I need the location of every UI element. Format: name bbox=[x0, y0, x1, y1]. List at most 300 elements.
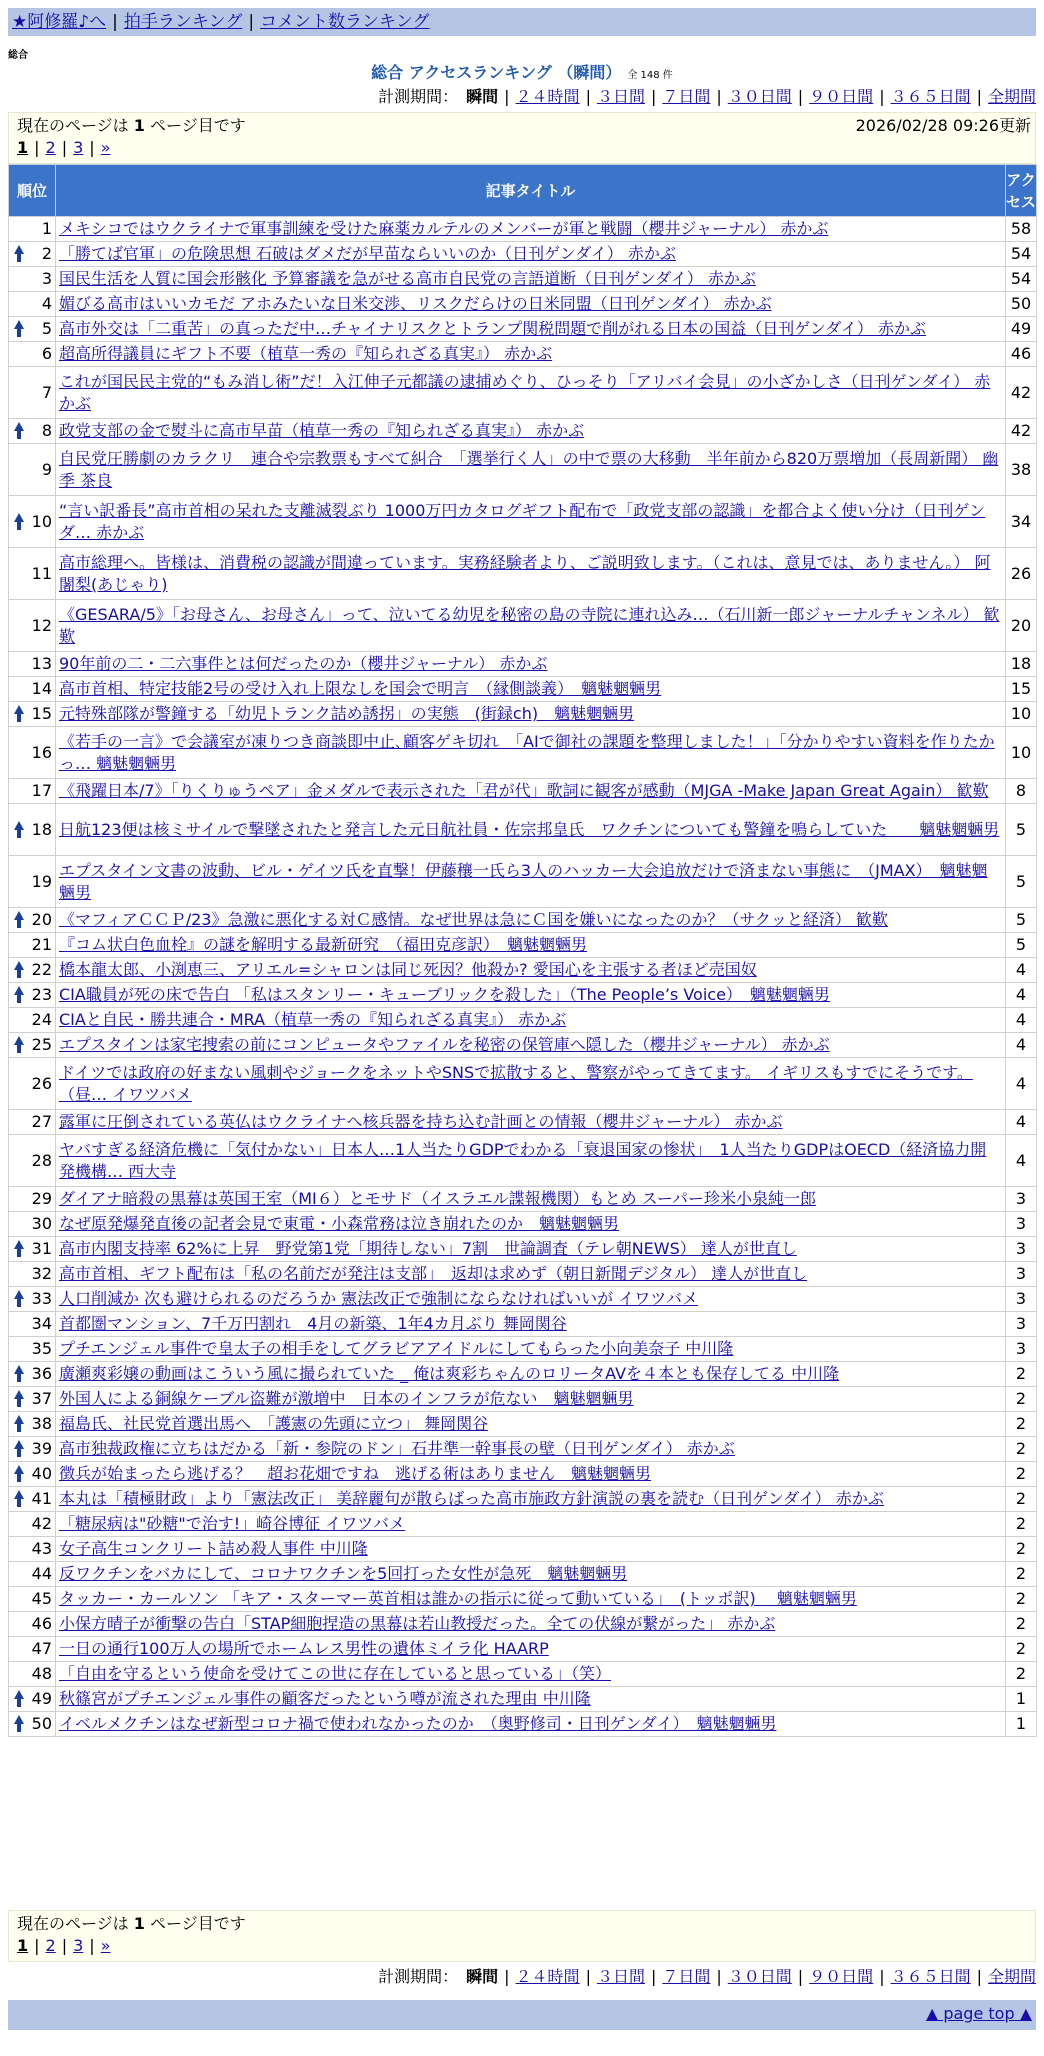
rank-cell bbox=[9, 1387, 56, 1412]
article-title-link[interactable]: 人口削減か 次も避けられるのだろうか 憲法改正で強制にならなければいいが イワツバメ bbox=[59, 1289, 698, 1308]
rank-cell bbox=[9, 496, 56, 548]
table-row bbox=[9, 1262, 1037, 1287]
rank-cell bbox=[9, 419, 56, 444]
article-title-link[interactable]: エプスタインは家宅捜索の前にコンピュータやファイルを秘密の保管庫へ隠した（櫻井ジャーナル） 赤かぶ bbox=[59, 1035, 830, 1054]
rank-number: 15 bbox=[31, 704, 52, 723]
title-cell bbox=[56, 1587, 1006, 1612]
access-count: 3 bbox=[1006, 1237, 1037, 1262]
arrow-up-icon bbox=[14, 1365, 24, 1383]
title-cell bbox=[56, 1437, 1006, 1462]
period-separator: | bbox=[716, 87, 722, 106]
title-cell bbox=[56, 1237, 1006, 1262]
title-cell bbox=[56, 242, 1006, 267]
period-separator: | bbox=[716, 1967, 722, 1986]
arrow-up-icon bbox=[14, 986, 24, 1004]
total-count: 全 148 件 bbox=[627, 70, 673, 81]
rank-cell bbox=[9, 267, 56, 292]
access-count: 3 bbox=[1006, 1187, 1037, 1212]
access-count: 1 bbox=[1006, 1712, 1037, 1737]
title-cell bbox=[56, 1337, 1006, 1362]
article-title-link[interactable]: 自民党圧勝劇のカラクリ 連合や宗教票もすべて糾合 「選挙行く人」の中で票の大移動 半年前から820万票増加（長周新聞） 幽季 茶良 bbox=[59, 448, 999, 490]
title-cell bbox=[56, 444, 1006, 496]
rank-cell bbox=[9, 958, 56, 983]
article-title-link[interactable]: 高市首相、特定技能2号の受け入れ上限なしを国会で明言 （縁側談義） 魑魅魍魎男 bbox=[59, 679, 662, 698]
title-header: 記事タイトル bbox=[56, 165, 1006, 217]
rank-cell bbox=[9, 1212, 56, 1237]
access-count: 3 bbox=[1006, 1262, 1037, 1287]
article-title-link[interactable]: 媚びる高市はいいカモだ アホみたいな日米交渉、リスクだらけの日米同盟（日刊ゲンダイ） 赤かぶ bbox=[59, 294, 772, 313]
rank-cell bbox=[9, 1712, 56, 1737]
rank-number: 9 bbox=[41, 459, 52, 479]
rank-cell bbox=[9, 1412, 56, 1437]
arrow-up-icon bbox=[14, 1465, 24, 1483]
table-header-row bbox=[9, 165, 1037, 217]
updated-timestamp: 2026/02/28 09:26更新 bbox=[855, 116, 1031, 135]
nav-link-comment-ranking[interactable]: コメント数ランキング bbox=[260, 12, 430, 32]
period-option-link[interactable]: ３０日間 bbox=[727, 1967, 792, 1986]
table-row bbox=[9, 652, 1037, 677]
title-cell bbox=[56, 1362, 1006, 1387]
access-count: 4 bbox=[1006, 1033, 1037, 1058]
article-title-link[interactable]: 『コム状白色血栓』の謎を解明する最新研究 （福田克彦訳） 魑魅魍魎男 bbox=[59, 935, 588, 954]
rank-number: 1 bbox=[41, 219, 52, 238]
article-title-link[interactable]: 《飛躍日本/7》「りくりゅうペア」金メダルで表示された「君が代」歌詞に観客が感動（MJGA -Make Japan Great Again） 歓歎 bbox=[59, 781, 989, 800]
access-count: 20 bbox=[1006, 600, 1037, 652]
title-cell bbox=[56, 908, 1006, 933]
article-title-link[interactable]: 福島氏、社民党首選出馬へ 「護憲の先頭に立つ」 舞岡関谷 bbox=[59, 1414, 489, 1433]
access-count: 34 bbox=[1006, 496, 1037, 548]
rank-cell bbox=[9, 983, 56, 1008]
pagination-separator: | bbox=[34, 1936, 40, 1955]
arrow-up-icon bbox=[14, 320, 24, 338]
arrow-up-icon bbox=[14, 245, 24, 263]
rank-number: 33 bbox=[31, 1289, 52, 1308]
rank-cell bbox=[9, 217, 56, 242]
rank-cell bbox=[9, 1008, 56, 1033]
rank-number: 49 bbox=[31, 1689, 52, 1708]
table-row bbox=[9, 933, 1037, 958]
rank-number: 21 bbox=[31, 935, 52, 954]
period-separator: | bbox=[879, 87, 885, 106]
article-title-link[interactable]: 高市首相、ギフト配布は「私の名前だが発注は支部」 返却は求めず（朝日新聞デジタル） 達人が世直し bbox=[59, 1264, 808, 1283]
table-row bbox=[9, 1362, 1037, 1387]
period-option-link[interactable]: ３６５日間 bbox=[890, 1967, 971, 1986]
article-title-link[interactable]: ダイアナ暗殺の黒幕は英国王室（MI６）とモサド（イスラエル諜報機関）もとめ スーパー珍米小泉純一郎 bbox=[59, 1189, 817, 1208]
title-cell bbox=[56, 804, 1006, 856]
arrow-up-icon bbox=[14, 1036, 24, 1054]
period-option-link[interactable]: ７日間 bbox=[662, 87, 711, 106]
rank-cell bbox=[9, 342, 56, 367]
period-option-link[interactable]: ２４時間 bbox=[515, 87, 580, 106]
table-row bbox=[9, 1612, 1037, 1637]
rank-number: 41 bbox=[31, 1489, 52, 1508]
article-title-link[interactable]: 《若手の一言》で会議室が凍りつき商談即中止､顧客ゲキ切れ 「AIで御社の課題を整理しました！」「分かりやすい資料を作りたかっ… 魑魅魍魎男 bbox=[59, 731, 995, 773]
table-row bbox=[9, 1033, 1037, 1058]
rank-number: 35 bbox=[31, 1339, 52, 1358]
nav-link-clap-ranking[interactable]: 拍手ランキング bbox=[123, 12, 243, 32]
rank-cell bbox=[9, 1487, 56, 1512]
title-cell bbox=[56, 1637, 1006, 1662]
article-title-link[interactable]: 《GESARA/5》「お母さん、お母さん」って、泣いてる幼児を秘密の島の寺院に連れ込み…（石川新一郎ジャーナルチャンネル） 歓歎 bbox=[59, 604, 1000, 646]
pagination-separator: | bbox=[89, 138, 95, 157]
article-title-link[interactable]: 廣瀬爽彩嬢の動画はこういう風に撮られていた _ 俺は爽彩ちゃんのロリータAVを４本とも保存してる 中川隆 bbox=[59, 1364, 840, 1383]
title-cell bbox=[56, 1110, 1006, 1135]
access-count: 8 bbox=[1006, 779, 1037, 804]
rank-number: 20 bbox=[31, 910, 52, 929]
arrow-up-icon bbox=[14, 1690, 24, 1708]
title-cell bbox=[56, 342, 1006, 367]
period-label: 計測期間： bbox=[378, 87, 459, 106]
nav-separator: | bbox=[248, 12, 255, 32]
pagination-current: 1 bbox=[17, 138, 29, 157]
period-option-link[interactable]: ３６５日間 bbox=[890, 87, 971, 106]
access-count: 5 bbox=[1006, 804, 1037, 856]
article-title-link[interactable]: 高市内閣支持率 62%に上昇 野党第1党「期待しない」7割 世論調査（テレ朝NEWS） 達人が世直し bbox=[59, 1239, 797, 1258]
rank-cell bbox=[9, 727, 56, 779]
table-row bbox=[9, 702, 1037, 727]
category-label: 総合 bbox=[8, 50, 28, 61]
rank-cell bbox=[9, 908, 56, 933]
rank-cell bbox=[9, 1337, 56, 1362]
rank-number: 50 bbox=[31, 1714, 52, 1733]
rank-number: 24 bbox=[31, 1010, 52, 1029]
rank-number: 37 bbox=[31, 1389, 52, 1408]
table-row bbox=[9, 548, 1037, 600]
access-count: 2 bbox=[1006, 1462, 1037, 1487]
article-title-link[interactable]: ヤバすぎる経済危機に「気付かない」日本人…1人当たりGDPでわかる「衰退国家の惨状」 1人当たりGDPはOECD（経済協力開発機構… 西大寺 bbox=[59, 1139, 987, 1181]
access-count: 1 bbox=[1006, 1687, 1037, 1712]
article-title-link[interactable]: イベルメクチンはなぜ新型コロナ禍で使われなかったのか （奥野修司・日刊ゲンダイ） 魑魅魍魎男 bbox=[59, 1714, 777, 1733]
rank-number: 14 bbox=[31, 679, 52, 698]
access-count: 49 bbox=[1006, 317, 1037, 342]
article-title-link[interactable]: 高市外交は「二重苦」の真っただ中…チャイナリスクとトランプ関税問題で削がれる日本の国益（日刊ゲンダイ） 赤かぶ bbox=[59, 319, 927, 338]
period-option-link[interactable]: ９０日間 bbox=[809, 87, 874, 106]
table-row bbox=[9, 1637, 1037, 1662]
arrow-up-icon bbox=[14, 1440, 24, 1458]
article-title-link[interactable]: 徴兵が始まったら逃げる？ 超お花畑ですね 逃げる術はありません 魑魅魍魎男 bbox=[59, 1464, 652, 1483]
table-row bbox=[9, 804, 1037, 856]
period-separator: | bbox=[976, 1967, 982, 1986]
article-title-link[interactable]: プチエンジェル事件で皇太子の相手をしてグラビアアイドルにしてもらった小向美奈子 中川隆 bbox=[59, 1339, 734, 1358]
rank-number: 28 bbox=[31, 1150, 52, 1170]
period-label: 計測期間： bbox=[378, 1967, 459, 1986]
rank-number: 40 bbox=[31, 1464, 52, 1483]
rank-cell bbox=[9, 1187, 56, 1212]
pagination bbox=[17, 1935, 1027, 1957]
article-title-link[interactable]: CIAと自民・勝共連合・MRA（植草一秀の『知られざる真実』） 赤かぶ bbox=[59, 1010, 567, 1029]
access-count: 2 bbox=[1006, 1512, 1037, 1537]
rank-number: 2 bbox=[41, 244, 52, 263]
period-separator: | bbox=[585, 87, 591, 106]
pagination-next-link[interactable]: » bbox=[100, 138, 111, 157]
article-title-link[interactable]: 本丸は「積極財政」より「憲法改正」 美辞麗句が散らばった高市施政方針演説の裏を読む（日刊ゲンダイ） 赤かぶ bbox=[59, 1489, 884, 1508]
article-title-link[interactable]: 外国人による銅線ケーブル盗難が激増中 日本のインフラが危ない 魑魅魍魎男 bbox=[59, 1389, 634, 1408]
table-row bbox=[9, 217, 1037, 242]
rank-number: 30 bbox=[31, 1214, 52, 1233]
rank-cell bbox=[9, 1362, 56, 1387]
rank-number: 27 bbox=[31, 1112, 52, 1131]
rank-cell bbox=[9, 1662, 56, 1687]
title-cell bbox=[56, 652, 1006, 677]
article-title-link[interactable]: 超高所得議員にギフト不要（植草一秀の『知られざる真実』） 赤かぶ bbox=[59, 344, 553, 363]
title-cell bbox=[56, 779, 1006, 804]
ranking-title: 総合 アクセスランキング （瞬間） bbox=[371, 63, 622, 82]
access-count: 2 bbox=[1006, 1487, 1037, 1512]
pagination-separator: | bbox=[89, 1936, 95, 1955]
title-cell bbox=[56, 1712, 1006, 1737]
article-title-link[interactable]: 高市独裁政権に立ちはだかる「新・参院のドン」石井準一幹事長の壁（日刊ゲンダイ） 赤かぶ bbox=[59, 1439, 735, 1458]
table-row bbox=[9, 496, 1037, 548]
rank-number: 43 bbox=[31, 1539, 52, 1558]
rank-cell bbox=[9, 1237, 56, 1262]
article-title-link[interactable]: 「自由を守るという使命を受けてこの世に存在していると思っている」（笑） bbox=[59, 1664, 612, 1683]
period-option-link[interactable]: ３日間 bbox=[596, 1967, 645, 1986]
table-row bbox=[9, 367, 1037, 419]
table-row bbox=[9, 727, 1037, 779]
top-nav-bar bbox=[8, 8, 1036, 36]
rank-number: 42 bbox=[31, 1514, 52, 1533]
rank-cell bbox=[9, 317, 56, 342]
article-title-link[interactable]: タッカー・カールソン 「キア・スターマー英首相は誰かの指示に従って動いている」 (トッポ訳) 魑魅魍魎男 bbox=[59, 1589, 857, 1608]
access-count: 3 bbox=[1006, 1337, 1037, 1362]
rank-number: 46 bbox=[31, 1614, 52, 1633]
rank-number: 11 bbox=[31, 563, 52, 583]
table-row bbox=[9, 1437, 1037, 1462]
period-separator: | bbox=[797, 1967, 804, 1986]
title-cell bbox=[56, 1312, 1006, 1337]
title-cell bbox=[56, 1387, 1006, 1412]
access-count: 4 bbox=[1006, 983, 1037, 1008]
rank-number: 32 bbox=[31, 1264, 52, 1283]
article-title-link[interactable]: 一日の通行100万人の場所でホームレス男性の遺体ミイラ化 HAARP bbox=[59, 1639, 549, 1658]
rank-cell bbox=[9, 856, 56, 908]
article-title-link[interactable]: 日航123便は核ミサイルで撃墜されたと発言した元日航社員・佐宗邦皇氏 ワクチンについても警鐘を鳴らしていた 魑魅魍魎男 bbox=[59, 819, 1000, 839]
rank-number: 29 bbox=[31, 1189, 52, 1208]
period-selector-top bbox=[378, 86, 1036, 108]
access-count: 4 bbox=[1006, 1110, 1037, 1135]
access-count: 5 bbox=[1006, 908, 1037, 933]
article-title-link[interactable]: 高市総理へ。皆様は、消費税の認識が間違っています。実務経験者より、ご説明致します。（これは、意見では、ありません。） 阿闍梨(あじゃり) bbox=[59, 552, 991, 594]
article-title-link[interactable]: 国民生活を人質に国会形骸化 予算審議を急がせる高市自民党の言語道断（日刊ゲンダイ） 赤かぶ bbox=[59, 269, 756, 288]
nav-separator: | bbox=[112, 12, 118, 32]
article-title-link[interactable]: 秋篠宮がプチエンジェル事件の顧客だったという噂が流された理由 中川隆 bbox=[59, 1689, 591, 1708]
table-row bbox=[9, 958, 1037, 983]
article-title-link[interactable]: ドイツでは政府の好まない風刺やジョークをネットやSNSで拡散すると、警察がやってきてます。 イギリスもすでにそうです。（昼… イワツバメ bbox=[59, 1062, 973, 1104]
rank-cell bbox=[9, 1437, 56, 1462]
access-count: 42 bbox=[1006, 367, 1037, 419]
table-row bbox=[9, 267, 1037, 292]
title-cell bbox=[56, 1562, 1006, 1587]
title-cell bbox=[56, 292, 1006, 317]
arrow-up-icon bbox=[14, 1390, 24, 1408]
arrow-up-icon bbox=[14, 911, 24, 929]
rank-number: 4 bbox=[41, 294, 52, 313]
table-row bbox=[9, 1237, 1037, 1262]
period-option-link[interactable]: 全期間 bbox=[987, 1967, 1036, 1986]
arrow-up-icon bbox=[14, 705, 24, 723]
table-row bbox=[9, 1312, 1037, 1337]
title-cell bbox=[56, 419, 1006, 444]
period-separator: | bbox=[504, 87, 510, 106]
access-count: 2 bbox=[1006, 1537, 1037, 1562]
current-page-prefix: 現在のページは bbox=[17, 1914, 129, 1933]
article-title-link[interactable]: “言い訳番長”高市首相の呆れた支離滅裂ぶり 1000万円カタログギフト配布で「政党支部の認識」を都合よく使い分け（日刊ゲンダ… 赤かぶ bbox=[59, 500, 986, 542]
table-row bbox=[9, 1587, 1037, 1612]
table-row bbox=[9, 1337, 1037, 1362]
rank-cell bbox=[9, 548, 56, 600]
rank-number: 6 bbox=[41, 344, 52, 363]
title-cell bbox=[56, 1033, 1006, 1058]
rank-cell bbox=[9, 1637, 56, 1662]
article-title-link[interactable]: 反ワクチンをバカにして、コロナワクチンを5回打った女性が急死 魑魅魍魎男 bbox=[59, 1564, 628, 1583]
title-cell bbox=[56, 1412, 1006, 1437]
title-cell bbox=[56, 1135, 1006, 1187]
arrow-up-icon bbox=[14, 1415, 24, 1433]
current-page-text bbox=[17, 1914, 246, 1933]
rank-cell bbox=[9, 1562, 56, 1587]
current-page-number: 1 bbox=[133, 1914, 145, 1933]
article-title-link[interactable]: これが国民民主党的“もみ消し術”だ！入江伸子元都議の逮捕めぐり、ひっそり「アリバイ会見」の小ざかしさ（日刊ゲンダイ） 赤かぶ bbox=[59, 371, 991, 413]
access-count: 2 bbox=[1006, 1412, 1037, 1437]
access-count: 18 bbox=[1006, 652, 1037, 677]
period-separator: | bbox=[797, 87, 804, 106]
current-page-text bbox=[17, 116, 246, 135]
pagination-link[interactable]: 3 bbox=[73, 138, 84, 157]
title-cell bbox=[56, 1662, 1006, 1687]
period-option-link[interactable]: ３日間 bbox=[596, 87, 645, 106]
table-row bbox=[9, 1412, 1037, 1437]
table-row bbox=[9, 677, 1037, 702]
article-title-link[interactable]: 小保方晴子が衝撃の告白「STAP細胞捏造の黒幕は若山教授だった。全ての伏線が繋がった」 赤かぶ bbox=[59, 1614, 776, 1633]
access-count: 10 bbox=[1006, 702, 1037, 727]
article-title-link[interactable]: 首都圏マンション、7千万円割れ 4月の新築、1年4カ月ぶり 舞岡関谷 bbox=[59, 1314, 567, 1333]
rank-cell bbox=[9, 1587, 56, 1612]
table-row bbox=[9, 1212, 1037, 1237]
pagination bbox=[17, 137, 1027, 159]
table-row bbox=[9, 1135, 1037, 1187]
rank-number: 16 bbox=[31, 742, 52, 762]
period-separator: | bbox=[504, 1967, 510, 1986]
title-cell bbox=[56, 1008, 1006, 1033]
article-title-link[interactable]: メキシコではウクライナで軍事訓練を受けた麻薬カルテルのメンバーが軍と戦闘（櫻井ジャーナル） 赤かぶ bbox=[59, 219, 829, 238]
pagination-link[interactable]: 2 bbox=[45, 138, 56, 157]
article-title-link[interactable]: 90年前の二・二六事件とは何だったのか（櫻井ジャーナル） 赤かぶ bbox=[59, 654, 548, 673]
article-title-link[interactable]: 「勝てば官軍」の危険思想 石破はダメだが早苗ならいいのか（日刊ゲンダイ） 赤かぶ bbox=[59, 244, 676, 263]
article-title-link[interactable]: 「糖尿病は"砂糖"で治す!」崎谷博征 イワツバメ bbox=[59, 1514, 405, 1533]
table-row bbox=[9, 1187, 1037, 1212]
period-selector-bottom bbox=[378, 1966, 1036, 1988]
period-separator: | bbox=[879, 1967, 885, 1986]
rank-cell bbox=[9, 1512, 56, 1537]
title-cell bbox=[56, 217, 1006, 242]
rank-number: 23 bbox=[31, 985, 52, 1004]
period-option-link[interactable]: ７日間 bbox=[662, 1967, 711, 1986]
access-count: 2 bbox=[1006, 1662, 1037, 1687]
title-cell bbox=[56, 1487, 1006, 1512]
access-count: 2 bbox=[1006, 1612, 1037, 1637]
page-top-link[interactable]: ▲ page top ▲ bbox=[925, 2004, 1032, 2023]
title-cell bbox=[56, 1287, 1006, 1312]
rank-number: 45 bbox=[31, 1589, 52, 1608]
rank-cell bbox=[9, 652, 56, 677]
title-cell bbox=[56, 727, 1006, 779]
rank-cell bbox=[9, 702, 56, 727]
article-title-link[interactable]: 《マフィアＣＣＰ/23》急激に悪化する対Ｃ感情。なぜ世界は急にＣ国を嫌いになったのか？（サクッと経済） 歓歎 bbox=[59, 910, 888, 929]
rank-number: 19 bbox=[31, 871, 52, 891]
arrow-up-icon bbox=[14, 422, 24, 440]
rank-cell bbox=[9, 779, 56, 804]
title-cell bbox=[56, 1212, 1006, 1237]
ranking-table-body bbox=[9, 217, 1037, 1737]
pagination-link[interactable]: 2 bbox=[45, 1936, 56, 1955]
period-separator: | bbox=[650, 1967, 657, 1986]
nav-link-asyura-home[interactable]: ★阿修羅♪へ bbox=[12, 12, 107, 32]
period-option-link[interactable]: ９０日間 bbox=[809, 1967, 874, 1986]
article-title-link[interactable]: 橋本龍太郎、小渕恵三、アリエル=シャロンは同じ死因？他殺か? 愛国心を主張する者ほど売国奴 bbox=[59, 960, 757, 979]
pagination-next-link[interactable]: » bbox=[100, 1936, 111, 1955]
rank-cell bbox=[9, 1287, 56, 1312]
rank-number: 44 bbox=[31, 1564, 52, 1583]
access-count: 15 bbox=[1006, 677, 1037, 702]
article-title-link[interactable]: エプスタイン文書の波動、ビル・ゲイツ氏を直撃！伊藤穰一氏ら3人のハッカー大会追放だけで済まない事態に （JMAX） 魑魅魍魎男 bbox=[59, 860, 988, 902]
ranking-table bbox=[8, 164, 1037, 1737]
rank-number: 17 bbox=[31, 781, 52, 800]
access-count: 3 bbox=[1006, 1312, 1037, 1337]
article-title-link[interactable]: 露軍に圧倒されている英仏はウクライナへ核兵器を持ち込む計画との情報（櫻井ジャーナル） 赤かぶ bbox=[59, 1112, 783, 1131]
period-option-link[interactable]: ３０日間 bbox=[727, 87, 792, 106]
article-title-link[interactable]: 女子高生コンクリート詰め殺人事件 中川隆 bbox=[59, 1539, 368, 1558]
article-title-link[interactable]: CIA職員が死の床で告白 「私はスタンリー・キューブリックを殺した」（The People’s Voice） 魑魅魍魎男 bbox=[59, 985, 830, 1004]
period-option-link[interactable]: ２４時間 bbox=[515, 1967, 580, 1986]
title-cell bbox=[56, 1687, 1006, 1712]
title-cell bbox=[56, 267, 1006, 292]
title-cell bbox=[56, 1512, 1006, 1537]
access-count: 2 bbox=[1006, 1387, 1037, 1412]
access-count: 10 bbox=[1006, 727, 1037, 779]
access-count: 2 bbox=[1006, 1637, 1037, 1662]
pagination-link[interactable]: 3 bbox=[73, 1936, 84, 1955]
table-row bbox=[9, 1008, 1037, 1033]
title-cell bbox=[56, 1187, 1006, 1212]
arrow-up-icon bbox=[14, 1240, 24, 1258]
pagination-separator: | bbox=[34, 138, 40, 157]
rank-number: 5 bbox=[41, 319, 52, 338]
current-page-prefix: 現在のページは bbox=[17, 116, 129, 135]
article-title-link[interactable]: 政党支部の金で熨斗に高市早苗（植草一秀の『知られざる真実』） 赤かぶ bbox=[59, 421, 585, 440]
arrow-up-icon bbox=[14, 1715, 24, 1733]
title-cell bbox=[56, 856, 1006, 908]
access-count: 2 bbox=[1006, 1587, 1037, 1612]
article-title-link[interactable]: なぜ原発爆発直後の記者会見で東電・小森常務は泣き崩れたのか 魑魅魍魎男 bbox=[59, 1214, 620, 1233]
rank-cell bbox=[9, 1262, 56, 1287]
rank-cell bbox=[9, 1687, 56, 1712]
table-row bbox=[9, 242, 1037, 267]
arrow-up-icon bbox=[14, 821, 24, 839]
table-row bbox=[9, 779, 1037, 804]
rank-number: 7 bbox=[41, 382, 52, 402]
rank-number: 8 bbox=[41, 421, 52, 440]
access-count: 2 bbox=[1006, 1562, 1037, 1587]
table-row bbox=[9, 1387, 1037, 1412]
page-info-bottom bbox=[8, 1910, 1036, 1962]
period-option-link[interactable]: 全期間 bbox=[987, 87, 1036, 106]
table-row bbox=[9, 1512, 1037, 1537]
article-title-link[interactable]: 元特殊部隊が警鐘する「幼児トランク詰め誘拐」の実態 (街録ch) 魑魅魍魎男 bbox=[59, 704, 635, 723]
table-row bbox=[9, 342, 1037, 367]
period-current: 瞬間 bbox=[466, 87, 499, 106]
table-row bbox=[9, 444, 1037, 496]
period-current: 瞬間 bbox=[466, 1967, 499, 1986]
